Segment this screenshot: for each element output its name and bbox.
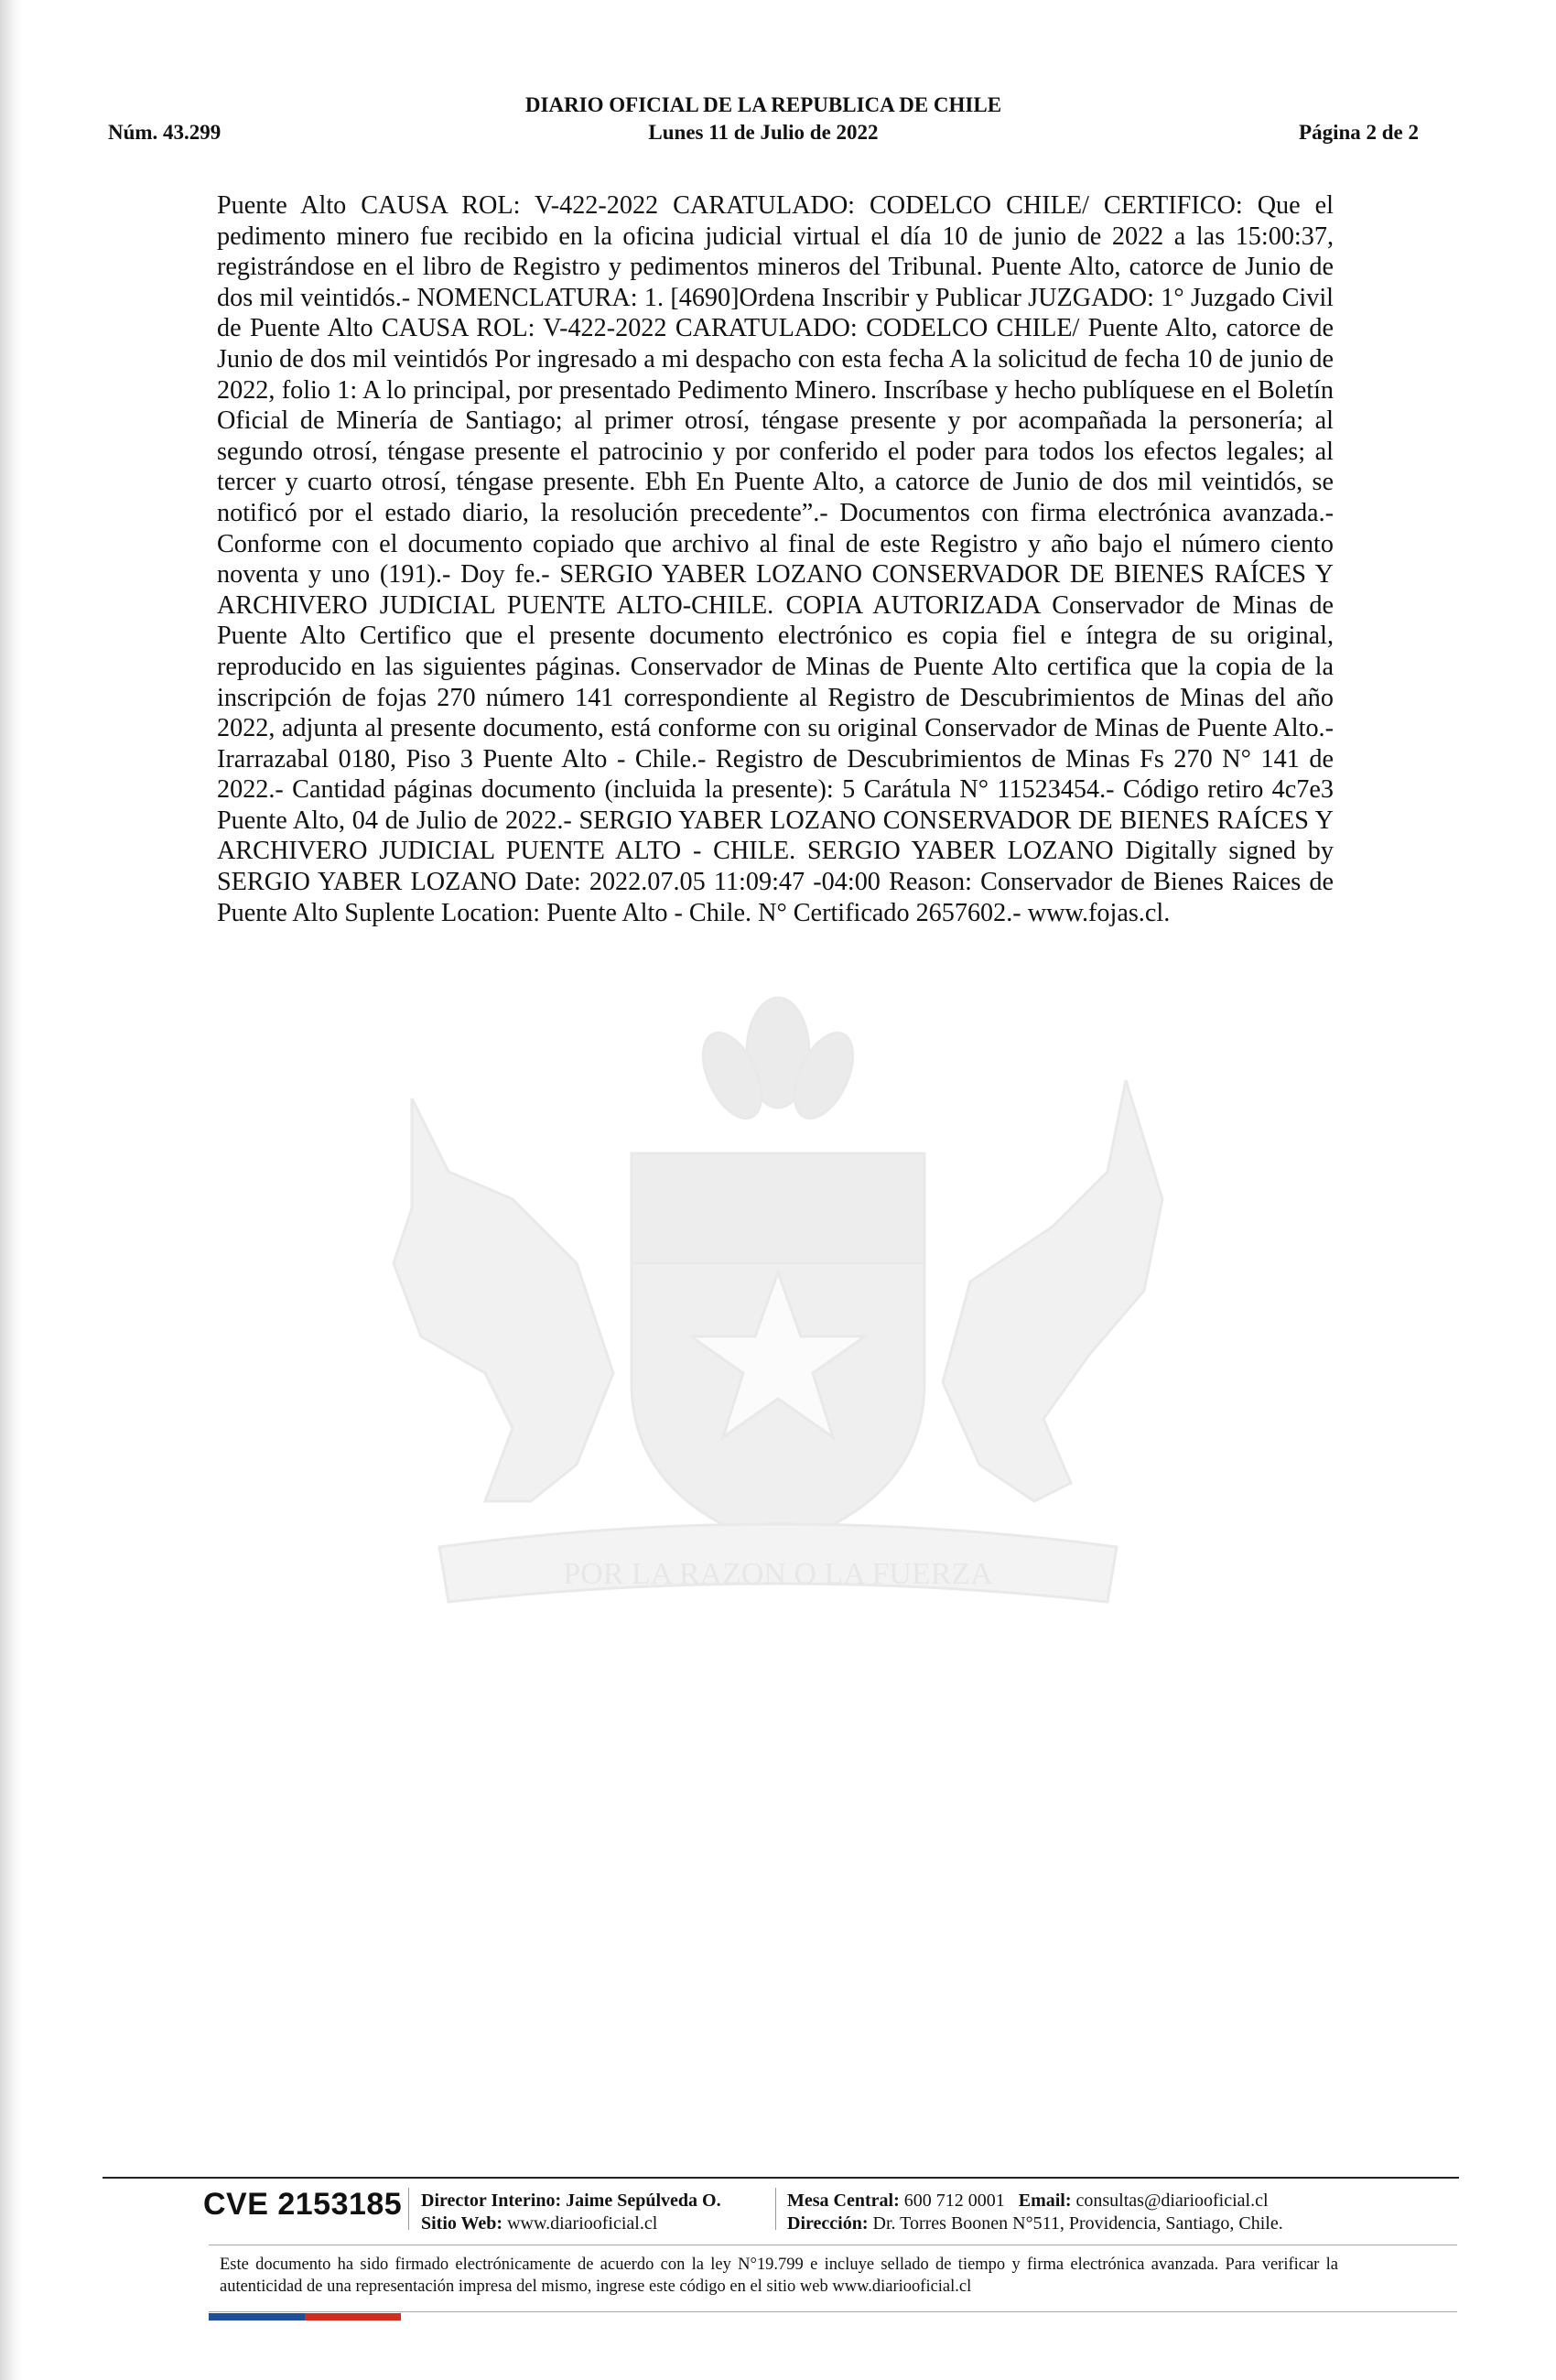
email-link[interactable]: consultas@diariooficial.cl <box>1075 2191 1269 2211</box>
publication-title: DIARIO OFICIAL DE LA REPUBLICA DE CHILE <box>524 93 1002 116</box>
flag-red-stripe <box>305 2313 401 2320</box>
site-label: Sitio Web: <box>421 2213 503 2234</box>
flag-blue-stripe <box>209 2313 305 2320</box>
mesa-label: Mesa Central: <box>787 2191 900 2211</box>
footer-contact-block <box>787 2190 1283 2235</box>
site-link[interactable]: www.diariooficial.cl <box>507 2213 658 2234</box>
footer-director-block <box>421 2190 721 2235</box>
page-header <box>108 93 1419 148</box>
cve-code: CVE 2153185 <box>203 2187 403 2222</box>
legal-notice: Este documento ha sido firmado electrónicamente de acuerdo con la ley N°19.799 e incluye sellado de tiempo y firma electrónica avanzada. Para verificar la autenticidad de una representación impresa del mismo, ingrese este código en el sitio web www.diariooficial.cl <box>220 2256 1338 2296</box>
footer-bottom-divider <box>209 2311 1457 2312</box>
footer-separator <box>408 2188 409 2230</box>
issue-date: Lunes 11 de Julio de 2022 <box>648 121 879 144</box>
address-label: Dirección: <box>787 2213 869 2234</box>
director-label: Director Interino: <box>421 2191 562 2211</box>
email-label: Email: <box>1018 2191 1072 2211</box>
director-name: Jaime Sepúlveda O. <box>566 2191 721 2211</box>
address-value: Dr. Torres Boonen N°511, Providencia, Santiago, Chile. <box>872 2213 1283 2234</box>
page-number: Página 2 de 2 <box>1299 121 1419 144</box>
chile-flag-stripe-icon <box>209 2313 401 2320</box>
footer-separator <box>775 2188 776 2230</box>
document-body-text: Puente Alto CAUSA ROL: V-422-2022 CARATULADO: CODELCO CHILE/ CERTIFICO: Que el pedimento minero fue recibido en la oficina judicial virtual el día 10 de junio de 2022 a las 15:00:37, registrándose en el libro de Registro y pedimentos mineros del Tribunal. Puente Alto, catorce de Junio de dos mil veintidós.- NOMENCLATURA: 1. [4690]Ordena Inscribir y Publicar JUZGADO: 1° Juzgado Civil de Puente Alto CAUSA ROL: V-422-2022 CARATULADO: CODELCO CHILE/ Puente Alto, catorce de Junio de dos mil veintidós Por ingresado a mi despacho con esta fecha A la solicitud de fecha 10 de junio de 2022, folio 1: A lo principal, por presentado Pedimento Minero. Inscríbase y hecho publíquese en el Boletín Oficial de Minería de Santiago; al primer otrosí, téngase presente y por acompañada la personería; al segundo otrosí, téngase presente el patrocinio y por conferido el poder para todos los efectos legales; al tercer y cuarto otrosí, téngase presente. Ebh En Puente Alto, a catorce de Junio de dos mil veintidós, se notificó por el estado diario, la resolución precedente”.- Documentos con firma electrónica avanzada.- Conforme con el documento copiado que archivo al final de este Registro y año bajo el número ciento noventa y uno (191).- Doy fe.- SERGIO YABER LOZANO CONSERVADOR DE BIENES RAÍCES Y ARCHIVERO JUDICIAL PUENTE ALTO-CHILE. COPIA AUTORIZADA Conservador de Minas de Puente Alto Certifico que el presente documento electrónico es copia fiel e íntegra de su original, reproducido en las siguientes páginas. Conservador de Minas de Puente Alto certifica que la copia de la inscripción de fojas 270 número 141 correspondiente al Registro de Descubrimientos de Minas del año 2022, adjunta al presente documento, está conforme con su original Conservador de Minas de Puente Alto.- Irarrazabal 0180, Piso 3 Puente Alto - Chile.- Registro de Descubrimientos de Minas Fs 270 N° 141 de 2022.- Cantidad páginas documento (incluida la presente): 5 Carátula N° 11523454.- Código retiro 4c7e3 Puente Alto, 04 de Julio de 2022.- SERGIO YABER LOZANO CONSERVADOR DE BIENES RAÍCES Y ARCHIVERO JUDICIAL PUENTE ALTO - CHILE. SERGIO YABER LOZANO Digitally signed by SERGIO YABER LOZANO Date: 2022.07.05 11:09:47 -04:00 Reason: Conservador de Bienes Raices de Puente Alto Suplente Location: Puente Alto - Chile. N° Certificado 2657602.- www.fojas.cl. <box>217 191 1334 927</box>
mesa-phone: 600 712 0001 <box>903 2191 1005 2211</box>
coat-of-arms-watermark-icon <box>302 989 1254 1666</box>
page-edge-shadow <box>0 0 22 2380</box>
issue-number: Núm. 43.299 <box>108 121 222 144</box>
watermark-motto: POR LA RAZON O LA FUERZA <box>563 1557 993 1591</box>
footer-top-divider <box>103 2177 1459 2179</box>
